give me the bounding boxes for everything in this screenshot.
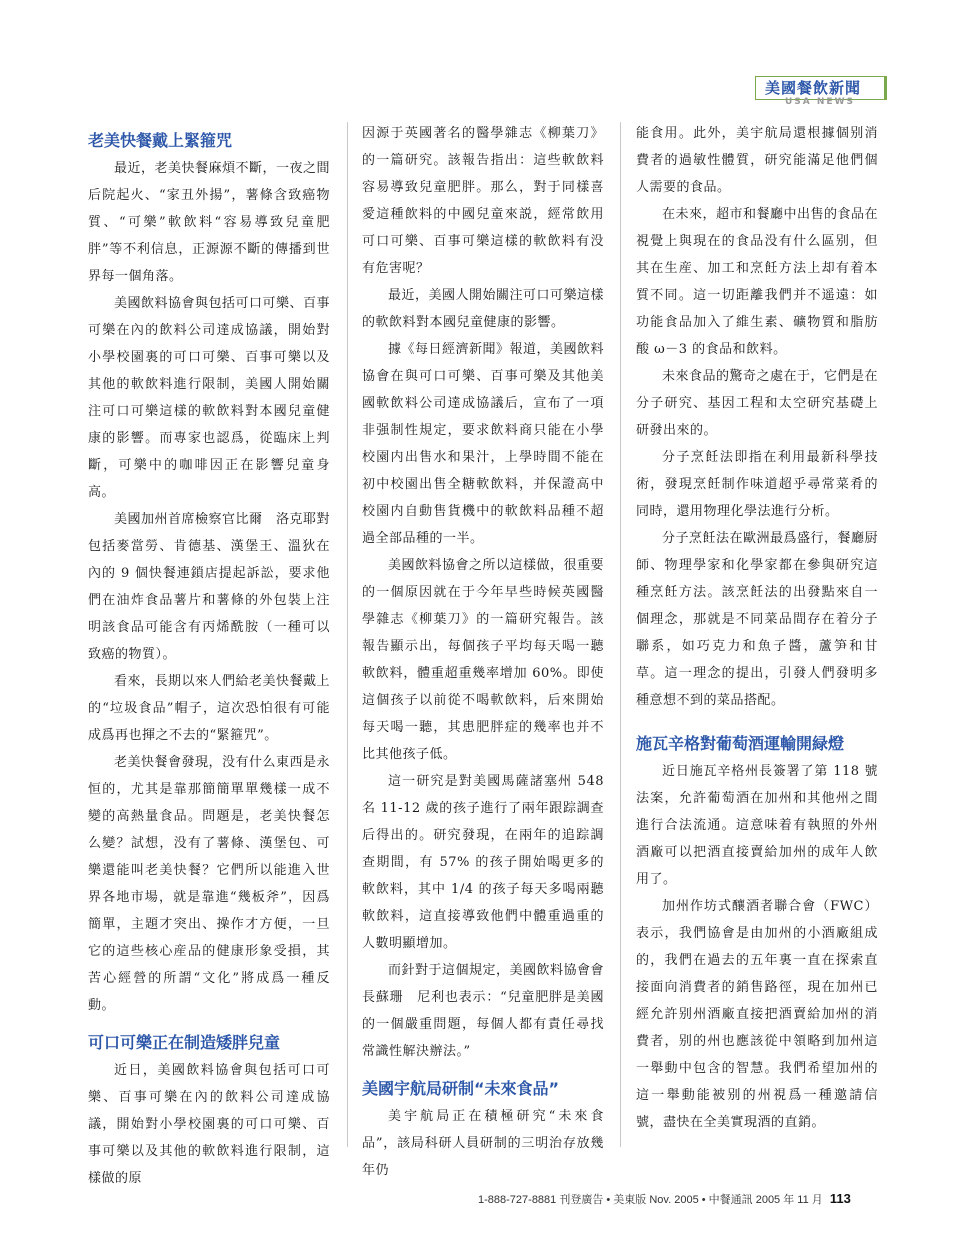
masthead-subtitle: USA NEWS (785, 97, 855, 107)
article-paragraph: 而針對于這個規定，美國飲料協會會長蘇珊 尼利也表示：“兒童肥胖是美國的一個嚴重問題，每個人都有責任尋找常識性解決辦法。” (362, 963, 605, 1059)
masthead-title: 美國餐飲新聞 (765, 79, 862, 97)
page-footer (478, 1191, 851, 1207)
article-paragraph: 能食用。此外，美宇航局還根據個别消費者的過敏性體質，研究能滿足他們個人需要的食品。 (636, 126, 878, 195)
article-paragraph: 據《每日經濟新聞》報道，美國飲料協會在與可口可樂、百事可樂及其他美國軟飲料公司達成協議后，宣布了一項非强制性規定，要求飲料商只能在小學校園内出售水和果汁，上學時間不能在初中校園出售全糖軟飲料，并保證高中校園内自動售貨機中的軟飲料品種不超過全部品種的一半。 (362, 342, 605, 546)
article-paragraph: 美國加州首席檢察官比爾 洛克耶對包括麥當勞、肯德基、漢堡王、溫狄在內的 9 個快餐連鎖店提起訴訟，要求他們在油炸食品薯片和薯條的外包裝上注明該食品可能含有丙烯酰胺（一種可以致癌的物質）。 (88, 512, 331, 662)
article-paragraph: 未來食品的驚奇之處在于，它們是在分子研究、基因工程和太空研究基礎上研發出來的。 (636, 369, 879, 438)
page-number: 113 (829, 1191, 851, 1206)
article-paragraph: 近日施瓦辛格州長簽署了第 118 號法案，允許葡萄酒在加州和其他州之間進行合法流通。這意味着有執照的外州酒廠可以把酒直接賣給加州的成年人飲用了。 (636, 764, 878, 887)
article-paragraph: 美國飲料協會與包括可口可樂、百事可樂在內的飲料公司達成協議，開始對小學校園裏的可口可樂、百事可樂以及其他的軟飲料進行限制，美國人開始關注可口可樂這樣的軟飲料對本國兒童健康的影響。而專家也認爲，從臨床上判斷，可樂中的咖啡因正在影響兒童身高。 (88, 296, 331, 500)
article-paragraph: 分子烹飪法在歐洲最爲盛行，餐廳厨師、物理學家和化學家都在參與研究這種烹飪方法。該烹飪法的出發點來自一個理念，那就是不同菜品間存在着分子聯系，如巧克力和魚子醬，蘆笋和甘草。這一理念的提出，引發人們發明多種意想不到的菜品搭配。 (636, 531, 879, 708)
article-paragraph: 分子烹飪法即指在利用最新科學技術，發現烹飪制作味道超乎尋常菜肴的同時，還用物理化學法進行分析。 (636, 450, 878, 519)
article-paragraph: 這一研究是對美國馬薩諸塞州 548 名 11-12 歲的孩子進行了兩年跟踪調查后得出的。研究發現，在兩年的追踪調查期間，有 57% 的孩子開始喝更多的軟飲料，其中 1/4 的孩子每天多喝兩聽軟飲料，這直接導致他們中體重過重的人數明顯增加。 (362, 774, 604, 951)
article-paragraph: 美國飲料協會之所以這樣做，很重要的一個原因就在于今年早些時候英國醫學雜志《柳葉刀》的一篇研究報告。該報告顯示出，每個孩子平均每天喝一聽軟飲料，體重超重幾率增加 60%。即使這個孩子以前從不喝軟飲料，后來開始每天喝一聽，其患肥胖症的幾率也并不比其他孩子低。 (362, 558, 605, 762)
column-2 (362, 120, 604, 1184)
article-paragraph: 近日，美國飲料協會與包括可口可樂、百事可樂在內的飲料公司達成協議，開始對小學校園裏的可口可樂、百事可樂以及其他的軟飲料進行限制，這樣做的原 (88, 1063, 330, 1186)
footer-text: 1-888-727-8881 刊登廣告 • 美東版 Nov. 2005 • 中餐通訊 2005 年 11 月 (478, 1194, 823, 1206)
article-paragraph: 加州作坊式釀酒者聯合會（FWC）表示，我們協會是由加州的小酒廠組成的，我們在過去的五年裏一直在探索直接面向消費者的銷售路徑，現在加州已經允許别州酒廠直接把酒賣給加州的消費者，别的州也應該從中領略到加州這一舉動中包含的智慧。我們希望加州的這一舉動能被别的州視爲一種邀請信號，盡快在全美實現酒的直銷。 (636, 899, 878, 1130)
article-paragraph: 最近，美國人開始關注可口可樂這樣的軟飲料對本國兒童健康的影響。 (362, 288, 605, 330)
column-3 (636, 120, 878, 1136)
article-paragraph: 因源于英國著名的醫學雜志《柳葉刀》的一篇研究。該報告指出：這些軟飲料容易導致兒童肥胖。那么，對于同樣喜愛這種飲料的中國兒童來説，經常飲用可口可樂、百事可樂這樣的軟飲料有没有危害呢？ (362, 126, 604, 276)
article-headline: 老美快餐戴上緊箍咒 (88, 131, 233, 150)
article-headline: 施瓦辛格對葡萄酒運輸開緑燈 (636, 734, 845, 753)
article-paragraph: 看來，長期以來人們給老美快餐戴上的“垃圾食品”帽子，這次恐怕很有可能成爲再也揮之不去的“緊箍咒”。 (88, 674, 331, 743)
column-1 (88, 120, 330, 1192)
column-divider (620, 122, 621, 1147)
article-paragraph: 美宇航局正在積極研究“未來食品”，該局科研人員研制的三明治存放幾年仍 (362, 1109, 604, 1178)
article-headline: 美國宇航局研制“未來食品” (362, 1079, 560, 1098)
masthead (755, 76, 885, 108)
article-paragraph: 在未來，超市和餐廳中出售的食品在視覺上與現在的食品没有什么區别，但其在生産、加工和烹飪方法上却有着本質不同。這一切距離我們并不遥遠：如功能食品加入了維生素、礦物質和脂肪酸 ω－3 的食品和飲料。 (636, 207, 879, 357)
article-paragraph: 老美快餐會發現，没有什么東西是永恒的，尤其是靠那簡簡單單幾樣一成不變的高熱量食品。問題是，老美快餐怎么變？試想，没有了薯條、漢堡包、可樂還能叫老美快餐？它們所以能進入世界各地市場，就是靠進“幾板斧”，因爲簡單，主題才突出、操作才方便，一旦它的這些核心産品的健康形象受損，其苦心經營的所謂“文化”將成爲一種反動。 (88, 755, 331, 1013)
article-headline: 可口可樂正在制造矮胖兒童 (88, 1033, 281, 1052)
column-divider (347, 122, 348, 1147)
article-paragraph: 最近，老美快餐麻煩不斷，一夜之間后院起火、“家丑外揚”，薯條含致癌物質、“可樂”軟飲料“容易導致兒童肥胖”等不利信息，正源源不斷的傳播到世界每一個角落。 (88, 161, 331, 284)
